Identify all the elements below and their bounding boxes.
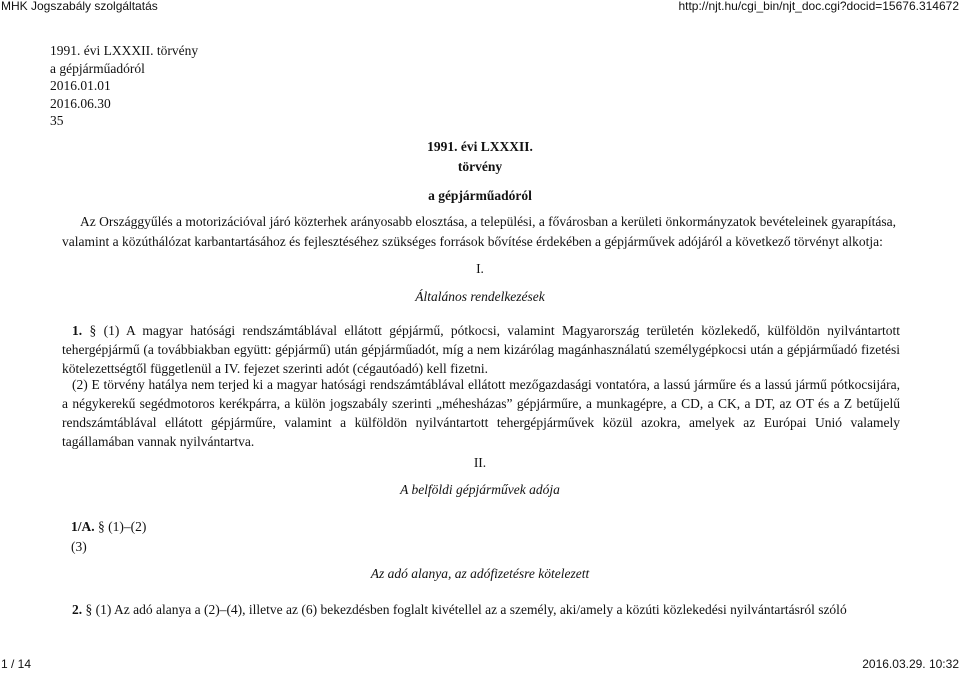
page-footer: [0, 657, 960, 673]
section-2-paragraph: [62, 600, 900, 619]
preamble-line-2: valamint a közúthálózat karbantartásához és fejlesztéséhez szükséges források bővítése érdekében a gépjárművek adójáról a következő törvényt alkotja:: [62, 234, 883, 249]
law-subject: a gépjárműadóról: [428, 188, 532, 203]
section-1a-number: 1/A.: [71, 519, 95, 534]
meta-version: 35: [50, 113, 64, 128]
meta-valid-from: 2016.01.01: [50, 78, 111, 93]
header-url[interactable]: http://njt.hu/cgi_bin/njt_doc.cgi?docid=15676.314672: [678, 0, 959, 13]
page-counter: 1 / 14: [1, 657, 32, 671]
print-timestamp: 2016.03.29. 10:32: [862, 657, 959, 671]
section-1a-text: § (1)–(2): [98, 519, 147, 534]
page-header: [0, 0, 960, 15]
preamble: [62, 212, 900, 252]
meta-law-title: 1991. évi LXXXII. törvény: [50, 43, 199, 58]
law-kind: törvény: [457, 159, 503, 174]
section-1-paragraph-2: (2) E törvény hatálya nem terjed ki a magyar hatósági rendszámtáblával ellátott mezőgazdasági vontatóra, a lassú járműre és a lassú jármű pótkocsijára, a négykerekű segédmotoros kerékpárra, a külön jogszabály szerinti „méhesházas” gépjárműre, a munkagépre, a CD, a CK, a DT, az OT és a Z betűjelű rendszámtáblával ellátott gépjárműre, valamint a külföldön nyilvántartott tehergépjárművek közül azokra, amelyek az Európai Unió valamely tagállamában vannak nyilvántartva.: [62, 377, 900, 449]
meta-law-subject: a gépjárműadóról: [50, 60, 145, 76]
preamble-line-1: Az Országgyűlés a motorizációval járó közterhek arányosabb elosztása, a települési, a fővárosban a kerületi önkormányzatok bevételeinek gyarapítása,: [80, 214, 897, 229]
meta-valid-to: 2016.06.30: [50, 95, 111, 111]
section-1-paragraph-1: [62, 321, 900, 378]
part-1-title: Általános rendelkezések: [415, 289, 545, 304]
section-1-number: 1.: [72, 323, 83, 338]
part-2-title: A belföldi gépjárművek adója: [400, 482, 560, 497]
section-1a: [71, 517, 146, 557]
document-metadata: [50, 42, 198, 130]
law-title: [0, 137, 960, 206]
subheading: Az adó alanya, az adófizetésre kötelezett: [370, 566, 590, 581]
part-1-number: I.: [476, 261, 484, 276]
section-1-text: § (1) A magyar hatósági rendszámtáblával ellátott gépjármű, pótkocsi, valamint Magyarország területén közlekedő, külföldön nyilvántartott tehergépjármű (a továbbiakban együtt: gépjármű) után gépjárműadót, míg a nem kizárólag magánhasználatú személygépkocsi után a gépjárműadó fizetési kötelezettségtől függetlenül a IV. fejezet szerinti adót (cégautóadó) kell fizetni.: [62, 323, 901, 376]
section-1a-item-3: (3): [71, 539, 87, 554]
section-2-number: 2.: [72, 602, 83, 617]
header-source: MHK Jogszabály szolgáltatás: [1, 0, 158, 13]
section-2-text: § (1) Az adó alanya a (2)–(4), illetve az (6) bekezdésben foglalt kivétellel az a személy, aki/amely a közúti közlekedési nyilvántartásról szóló: [85, 602, 847, 617]
law-number: 1991. évi LXXXII.: [427, 139, 533, 154]
part-2-number: II.: [473, 455, 487, 470]
